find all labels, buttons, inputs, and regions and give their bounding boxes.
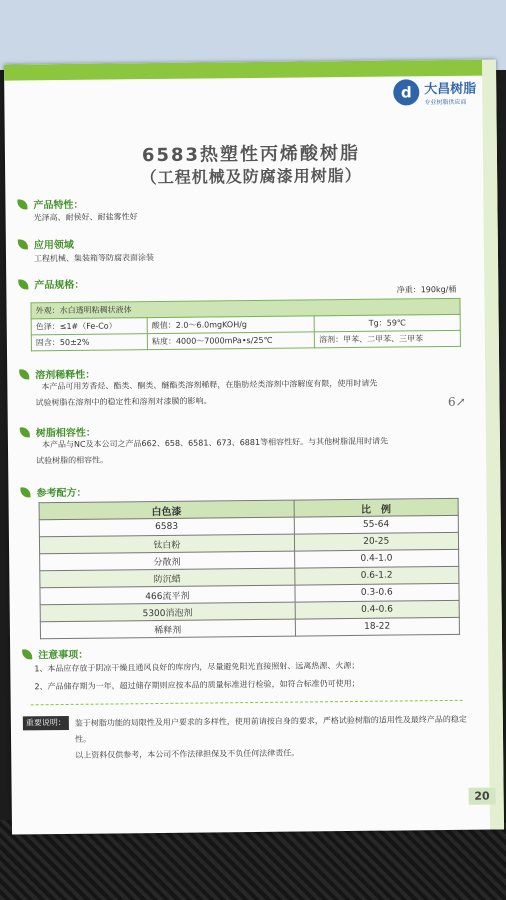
compat-text-2: 试验树脂的相容性。: [36, 455, 109, 466]
column-header: 比 例: [294, 498, 459, 517]
column-header: 白色漆: [39, 500, 294, 520]
features-text: 光泽高、耐侯好、耐盐雾性好: [33, 212, 138, 223]
handwritten-mark: 6↗: [448, 395, 466, 409]
solvent-text-2: 试验树脂在溶剂中的稳定性和溶剂对漆膜的影响。: [35, 396, 212, 408]
leaf-icon: [20, 427, 30, 437]
section-title: 树脂相容性：: [35, 427, 96, 440]
brand-name: 大昌树脂: [424, 81, 477, 98]
spec-color: 色泽：≤1#（Fe-Co）: [31, 318, 147, 335]
spec-table: [30, 298, 460, 352]
leaf-icon: [17, 199, 27, 209]
important-tag: 重要说明：: [23, 716, 69, 730]
table-cell: 0.4-1.0: [294, 549, 459, 568]
table-cell: 6583: [39, 517, 294, 537]
important-line-2: 以上资料仅供参考，本公司不作法律担保及不负任何法律责任。: [75, 748, 300, 760]
note-1: 1、本品应存放于阴凉干燥且通风良好的库房内，尽量避免阳光直接照射、远离热源、火源；: [34, 660, 360, 674]
leaf-icon: [18, 279, 28, 289]
application-text: 工程机械、集装箱等防腐表面涂装: [33, 253, 155, 264]
important-notice: [23, 712, 475, 765]
table-cell: 0.4-0.6: [295, 600, 460, 619]
section-title: 产品规格：: [34, 279, 85, 292]
table-cell: 18-22: [295, 617, 460, 636]
table-row: [40, 617, 459, 638]
important-body: [75, 712, 475, 764]
page-subtitle: （工程机械及防腐漆用树脂）: [140, 165, 362, 188]
divider: [31, 700, 463, 706]
logo-text: [424, 78, 476, 107]
spec-acid: 酸值：2.0～6.0mgKOH/g: [147, 316, 314, 334]
brand-slogan: 专业树脂供应商: [424, 98, 467, 107]
spec-solid: 固含：50±2%: [31, 334, 147, 351]
compat-text-1: 本产品与NC及本公司之产品662、658、6581、673、6881等相容性好。与其他树脂混用时请先: [41, 436, 389, 450]
table-cell: 20-25: [294, 532, 459, 551]
spec-appearance: 外观：水白透明粘稠状液体: [31, 298, 460, 318]
datasheet-page: [4, 59, 504, 834]
important-line-1: 鉴于树脂功能的局限性及用户要求的多样性，使用前请按自身的要求，严格试验树脂的适用性及最终产品的稳定性。: [74, 714, 467, 744]
leaf-icon: [18, 239, 28, 249]
net-weight: 净重：190kg/桶: [396, 284, 457, 295]
spec-tg: Tg：59℃: [314, 314, 460, 332]
section-title: 产品特性：: [33, 199, 84, 212]
leaf-icon: [20, 487, 30, 497]
spec-viscosity: 粘度：4000～7000mPa•s/25℃: [147, 332, 314, 350]
formula-table: [39, 498, 460, 639]
section-spec: [18, 276, 84, 292]
logo-mark-icon: d: [393, 79, 419, 105]
table-cell: 钛白粉: [39, 534, 294, 554]
table-cell: 0.6-1.2: [294, 566, 459, 585]
table-cell: 55-64: [294, 515, 459, 534]
page-number: 20: [468, 787, 495, 804]
table-cell: 0.3-0.6: [295, 583, 460, 602]
table-cell: 稀释剂: [40, 619, 295, 639]
leaf-icon: [22, 649, 32, 659]
table-cell: 分散剂: [40, 551, 295, 571]
table-cell: 防沉蜡: [40, 568, 295, 588]
table-cell: 5300消泡剂: [40, 602, 295, 622]
section-title: 应用领域: [33, 239, 74, 252]
brand-logo: [393, 78, 476, 107]
note-2: 2、产品储存期为一年，超过储存期则应按本品的质量标准进行检验，如符合标准仍可使用；: [34, 678, 360, 692]
page-title: 6583热塑性丙烯酸树脂: [141, 142, 361, 167]
solvent-text-1: 本产品可用芳香烃、酯类、酮类、醚酯类溶剂稀释，在脂肪烃类溶剂中溶解度有限，使用时请先: [41, 378, 378, 392]
leaf-icon: [19, 369, 29, 379]
spec-solvent: 溶剂：甲苯、二甲苯、三甲苯: [315, 330, 461, 348]
table-cell: 466流平剂: [40, 585, 295, 605]
section-title: 溶剂稀释性：: [35, 369, 96, 382]
section-formula: [20, 484, 86, 500]
table-row: [31, 330, 460, 350]
section-title: 参考配方：: [36, 487, 87, 500]
section-title: 注意事项：: [38, 649, 89, 662]
